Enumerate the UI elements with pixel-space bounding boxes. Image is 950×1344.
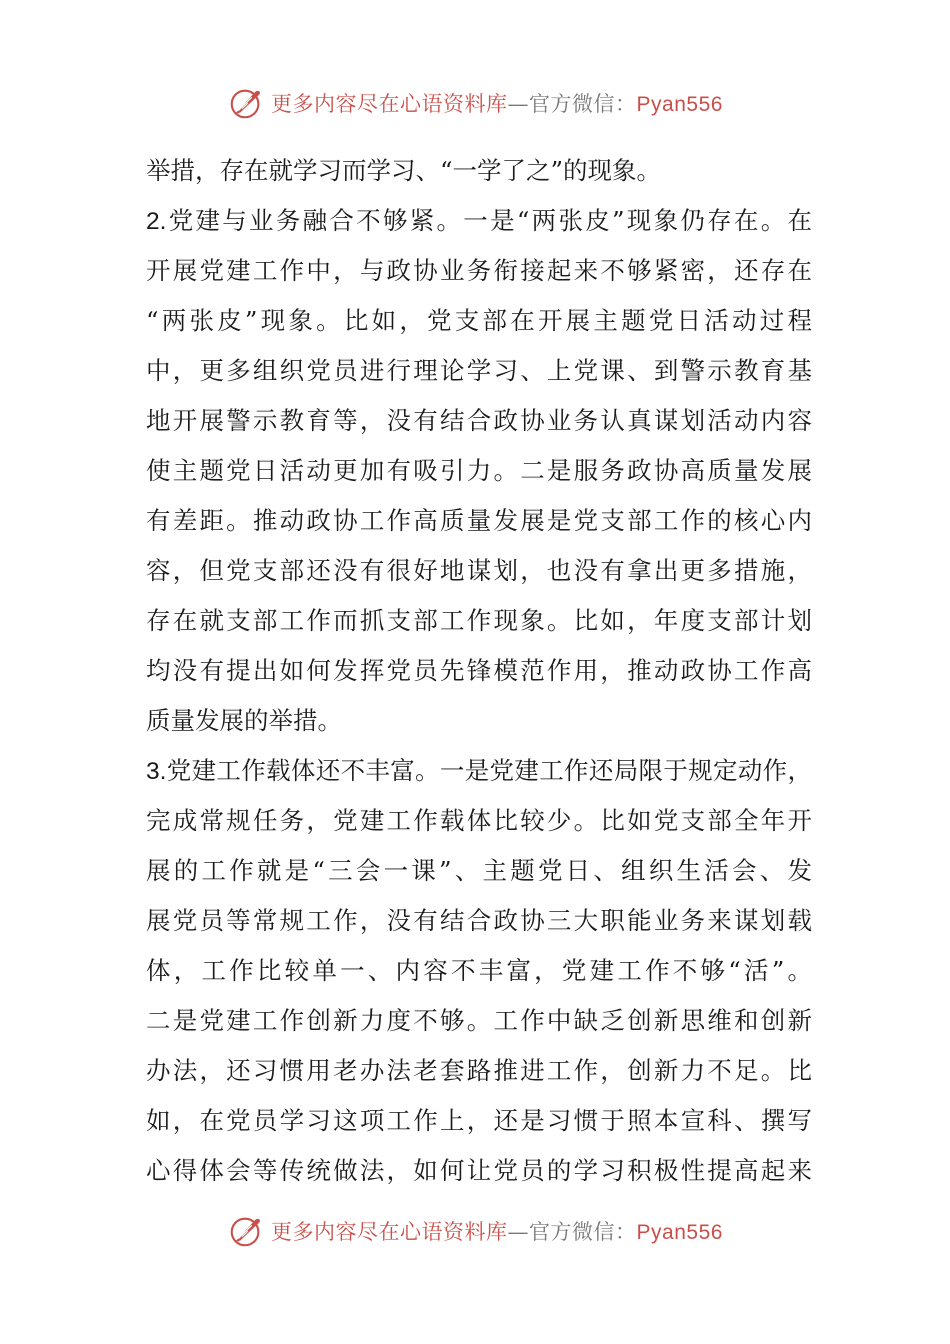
paragraph-line — [146, 996, 812, 1046]
list-number: 2. — [146, 208, 167, 235]
line-text: “两张皮”现象。比如，党支部在开展主题党日活动过程 — [146, 306, 812, 335]
paragraph-line — [146, 446, 812, 496]
banner-separator: — — [507, 1220, 530, 1244]
line-text: 存在就支部工作而抓支部工作现象。比如，年度支部计划 — [146, 606, 812, 635]
header-banner-inner — [227, 84, 723, 122]
banner-brand: 更多内容尽在心语资料库 — [271, 1220, 508, 1244]
line-text: 质量发展的举措。 — [146, 706, 342, 735]
paragraph-line — [146, 546, 812, 596]
banner-text — [271, 1216, 723, 1246]
footer-watermark-banner — [0, 1210, 950, 1252]
paragraph-line — [146, 596, 812, 646]
paragraph-line — [146, 896, 812, 946]
banner-wechat-label: 官方微信： — [529, 92, 637, 116]
line-text: 办法，还习惯用老办法老套路推进工作，创新力不足。比 — [146, 1056, 812, 1085]
line-text: 二是党建工作创新力度不够。工作中缺乏创新思维和创新 — [146, 1006, 812, 1035]
header-watermark-banner — [0, 82, 950, 124]
pen-feather-logo-icon — [227, 1212, 265, 1250]
line-text: 有差距。推动政协工作高质量发展是党支部工作的核心内 — [146, 506, 812, 535]
document-body — [146, 146, 812, 1196]
banner-wechat-id: Pyan556 — [636, 1221, 723, 1244]
paragraph-line — [146, 396, 812, 446]
banner-text — [271, 88, 723, 118]
line-text: 展党员等常规工作，没有结合政协三大职能业务来谋划载 — [146, 906, 812, 935]
line-text: 展的工作就是“三会一课”、主题党日、组织生活会、发 — [146, 856, 812, 885]
footer-banner-inner — [227, 1212, 723, 1250]
line-text: 党建工作载体还不丰富。一是党建工作还局限于规定动作， — [166, 756, 812, 785]
paragraph-line — [146, 496, 812, 546]
paragraph-line — [146, 246, 812, 296]
paragraph-line — [146, 1146, 812, 1196]
paragraph-line — [146, 646, 812, 696]
line-text: 体，工作比较单一、内容不丰富，党建工作不够“活”。 — [146, 956, 812, 985]
line-text: 使主题党日活动更加有吸引力。二是服务政协高质量发展 — [146, 456, 812, 485]
paragraph-line — [146, 346, 812, 396]
line-text: 心得体会等传统做法，如何让党员的学习积极性提高起来 — [146, 1156, 812, 1185]
line-text: 完成常规任务，党建工作载体比较少。比如党支部全年开 — [146, 806, 812, 835]
paragraph-line — [146, 196, 812, 246]
banner-separator: — — [507, 92, 530, 116]
list-number: 3. — [146, 758, 167, 785]
paragraph-line — [146, 146, 812, 196]
paragraph-line — [146, 746, 812, 796]
line-text: 举措，存在就学习而学习、“一学了之”的现象。 — [146, 156, 662, 185]
paragraph-line — [146, 796, 812, 846]
paragraph-line — [146, 296, 812, 346]
line-text: 容，但党支部还没有很好地谋划，也没有拿出更多措施， — [146, 556, 812, 585]
banner-wechat-id: Pyan556 — [636, 93, 723, 116]
line-text: 开展党建工作中，与政协业务衔接起来不够紧密，还存在 — [146, 256, 812, 285]
pen-feather-logo-icon — [227, 84, 265, 122]
banner-wechat-label: 官方微信： — [529, 1220, 637, 1244]
paragraph-line — [146, 946, 812, 996]
paragraph-line — [146, 696, 812, 746]
line-text: 中，更多组织党员进行理论学习、上党课、到警示教育基 — [146, 356, 812, 385]
banner-brand: 更多内容尽在心语资料库 — [271, 92, 508, 116]
paragraph-line — [146, 1046, 812, 1096]
paragraph-line — [146, 846, 812, 896]
line-text: 如，在党员学习这项工作上，还是习惯于照本宣科、撰写 — [146, 1106, 812, 1135]
line-text: 均没有提出如何发挥党员先锋模范作用，推动政协工作高 — [146, 656, 812, 685]
line-text: 地开展警示教育等，没有结合政协业务认真谋划活动内容 — [146, 406, 812, 435]
line-text: 党建与业务融合不够紧。一是“两张皮”现象仍存在。在 — [166, 206, 812, 235]
paragraph-line — [146, 1096, 812, 1146]
